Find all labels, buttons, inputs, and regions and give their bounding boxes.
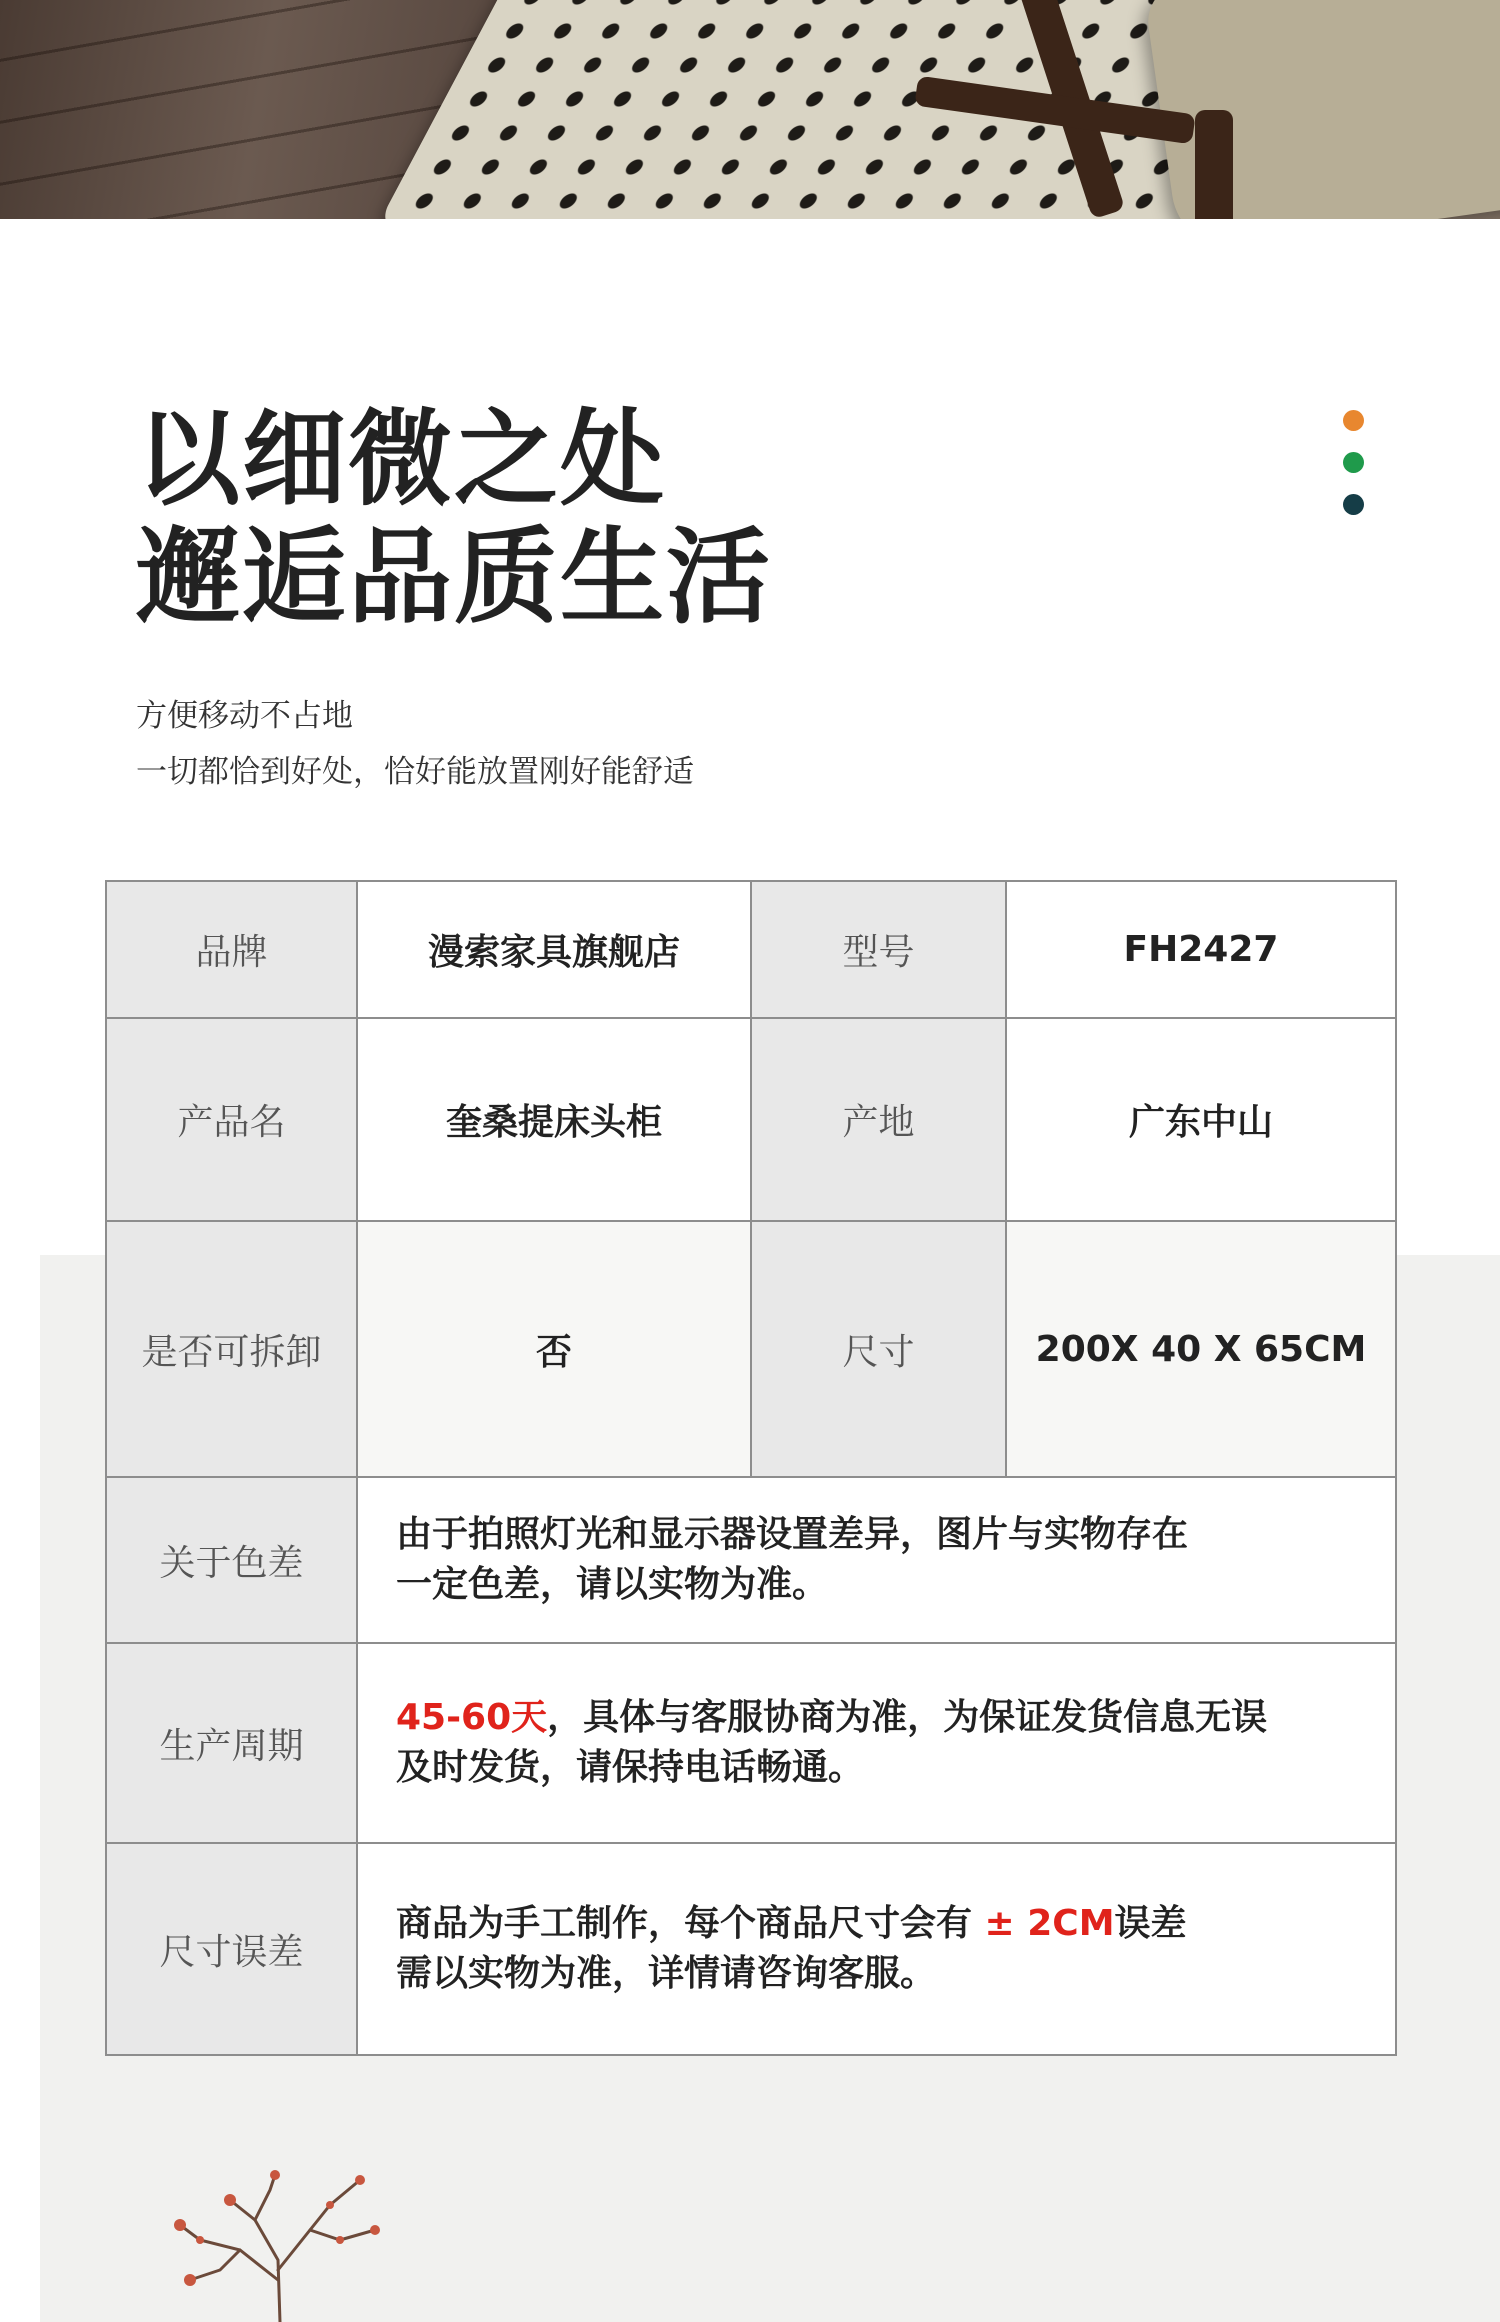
color-diff-label: 关于色差 bbox=[106, 1477, 357, 1643]
origin-value: 广东中山 bbox=[1006, 1018, 1396, 1221]
subtitle bbox=[136, 688, 694, 800]
size-tolerance-note bbox=[357, 1843, 1396, 2055]
production-cycle-note bbox=[357, 1643, 1396, 1843]
size-tolerance-highlight: ± 2CM bbox=[984, 1903, 1115, 1944]
size-tolerance-line-2: 需以实物为准，详情请咨询客服。 bbox=[396, 1953, 937, 1994]
table-row bbox=[106, 881, 1396, 1018]
table-row bbox=[106, 1221, 1396, 1477]
size-tolerance-line-1 bbox=[396, 1899, 1375, 1949]
production-cycle-line-2: 及时发货，请保持电话畅通。 bbox=[396, 1747, 865, 1788]
table-row bbox=[106, 1018, 1396, 1221]
hero-photo bbox=[0, 0, 1500, 219]
spec-table bbox=[105, 880, 1397, 2056]
brand-value: 漫索家具旗舰店 bbox=[357, 881, 751, 1018]
production-cycle-line-1 bbox=[396, 1693, 1375, 1743]
size-label: 尺寸 bbox=[751, 1221, 1006, 1477]
model-value: FH2427 bbox=[1006, 881, 1396, 1018]
accent-dot-green bbox=[1343, 452, 1364, 473]
production-cycle-text: ，具体与客服协商为准，为保证发货信息无误 bbox=[547, 1697, 1268, 1738]
page-title bbox=[136, 400, 772, 636]
subtitle-line-1: 方便移动不占地 bbox=[136, 698, 353, 734]
model-label: 型号 bbox=[751, 881, 1006, 1018]
table-row bbox=[106, 1477, 1396, 1643]
dried-branch-icon bbox=[160, 2170, 400, 2322]
production-cycle-label: 生产周期 bbox=[106, 1643, 357, 1843]
color-diff-note bbox=[357, 1477, 1396, 1643]
size-tolerance-label: 尺寸误差 bbox=[106, 1843, 357, 2055]
table-row bbox=[106, 1843, 1396, 2055]
accent-dots bbox=[1343, 410, 1364, 536]
title-line-2: 邂逅品质生活 bbox=[136, 516, 773, 638]
origin-label: 产地 bbox=[751, 1018, 1006, 1221]
product-name-label: 产品名 bbox=[106, 1018, 357, 1221]
detachable-value: 否 bbox=[357, 1221, 751, 1477]
subtitle-line-2: 一切都恰到好处，恰好能放置刚好能舒适 bbox=[136, 754, 694, 790]
size-value: 200X 40 X 65CM bbox=[1006, 1221, 1396, 1477]
production-cycle-highlight: 45-60天 bbox=[396, 1697, 548, 1738]
size-tolerance-text-pre: 商品为手工制作，每个商品尺寸会有 bbox=[396, 1903, 985, 1944]
title-line-1: 以细微之处 bbox=[136, 398, 667, 520]
color-diff-line-1: 由于拍照灯光和显示器设置差异，图片与实物存在 bbox=[396, 1514, 1189, 1555]
accent-dot-orange bbox=[1343, 410, 1364, 431]
product-name-value: 奎桑提床头柜 bbox=[357, 1018, 751, 1221]
detachable-label: 是否可拆卸 bbox=[106, 1221, 357, 1477]
brand-label: 品牌 bbox=[106, 881, 357, 1018]
table-row bbox=[106, 1643, 1396, 1843]
color-diff-line-2: 一定色差，请以实物为准。 bbox=[396, 1564, 829, 1605]
size-tolerance-text-post: 误差 bbox=[1114, 1903, 1187, 1944]
chair-leg bbox=[1195, 110, 1233, 219]
accent-dot-navy bbox=[1343, 494, 1364, 515]
